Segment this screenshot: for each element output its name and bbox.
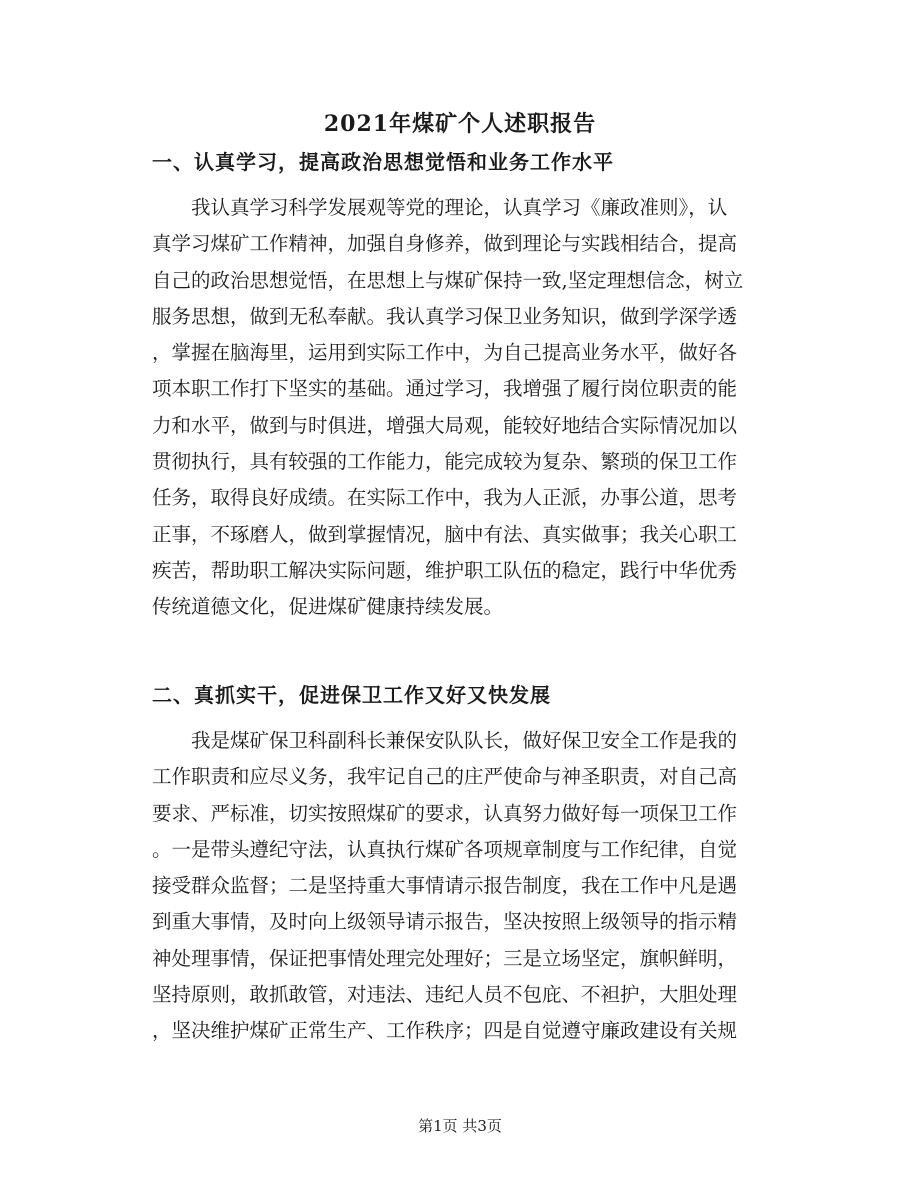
paragraph-line: 坚持原则，敢抓敢管，对违法、违纪人员不包庇、不袒护，大胆处理 — [152, 983, 738, 1007]
paragraph-line: 。一是带头遵纪守法，认真执行煤矿各项规章制度与工作纪律，自觉 — [152, 837, 738, 861]
paragraph-line: 神处理事情，保证把事情处理完处理好；三是立场坚定，旗帜鲜明， — [152, 946, 738, 970]
paragraph-line: 我认真学习科学发展观等党的理论，认真学习《廉政准则》，认 — [152, 196, 728, 219]
page-number-footer: 第1页 共3页 — [418, 1117, 502, 1135]
paragraph-line: ，坚决维护煤矿正常生产、工作秩序；四是自觉遵守廉政建设有关规 — [152, 1019, 738, 1043]
paragraph-line: 真学习煤矿工作精神，加强自身修养，做到理论与实践相结合，提高 — [152, 232, 738, 256]
paragraph-line: 自己的政治思想觉悟，在思想上与煤矿保持一致,坚定理想信念，树立 — [152, 268, 744, 292]
paragraph-line: 贯彻执行，具有较强的工作能力，能完成较为复杂、繁琐的保卫工作 — [152, 450, 738, 474]
section-1-body — [152, 190, 772, 626]
paragraph-line: 到重大事情，及时向上级领导请示报告，坚决按照上级领导的指示精 — [152, 910, 738, 934]
paragraph-line: 工作职责和应尽义务，我牢记自己的庄严使命与神圣职责，对自己高 — [152, 765, 738, 789]
paragraph-line: 任务，取得良好成绩。在实际工作中，我为人正派，办事公道，思考 — [152, 486, 738, 510]
paragraph-line: ，掌握在脑海里，运用到实际工作中，为自己提高业务水平，做好各 — [152, 341, 738, 365]
paragraph-line: 正事，不琢磨人，做到掌握情况，脑中有法、真实做事；我关心职工 — [152, 522, 738, 546]
section-2-heading: 二、真抓实干，促进保卫工作又好又快发展 — [152, 683, 551, 707]
paragraph-line: 疾苦，帮助职工解决实际问题，维护职工队伍的稳定，践行中华优秀 — [152, 558, 738, 582]
paragraph-line: 项本职工作打下坚实的基础。通过学习，我增强了履行岗位职责的能 — [152, 377, 738, 401]
paragraph-line: 我是煤矿保卫科副科长兼保安队队长，做好保卫安全工作是我的 — [152, 729, 738, 752]
section-1-heading: 一、认真学习，提高政治思想觉悟和业务工作水平 — [152, 150, 614, 174]
paragraph-line: 服务思想，做到无私奉献。我认真学习保卫业务知识，做到学深学透 — [152, 304, 738, 328]
paragraph-line: 传统道德文化，促进煤矿健康持续发展。 — [152, 595, 504, 619]
paragraph-line: 要求、严标准，切实按照煤矿的要求，认真努力做好每一项保卫工作 — [152, 801, 738, 825]
paragraph-line: 接受群众监督；二是坚持重大事情请示报告制度，我在工作中凡是遇 — [152, 874, 738, 898]
paragraph-line: 力和水平，做到与时俱进，增强大局观，能较好地结合实际情况加以 — [152, 413, 738, 437]
document-title: 2021年煤矿个人述职报告 — [323, 111, 597, 137]
section-2-body — [152, 723, 772, 1050]
